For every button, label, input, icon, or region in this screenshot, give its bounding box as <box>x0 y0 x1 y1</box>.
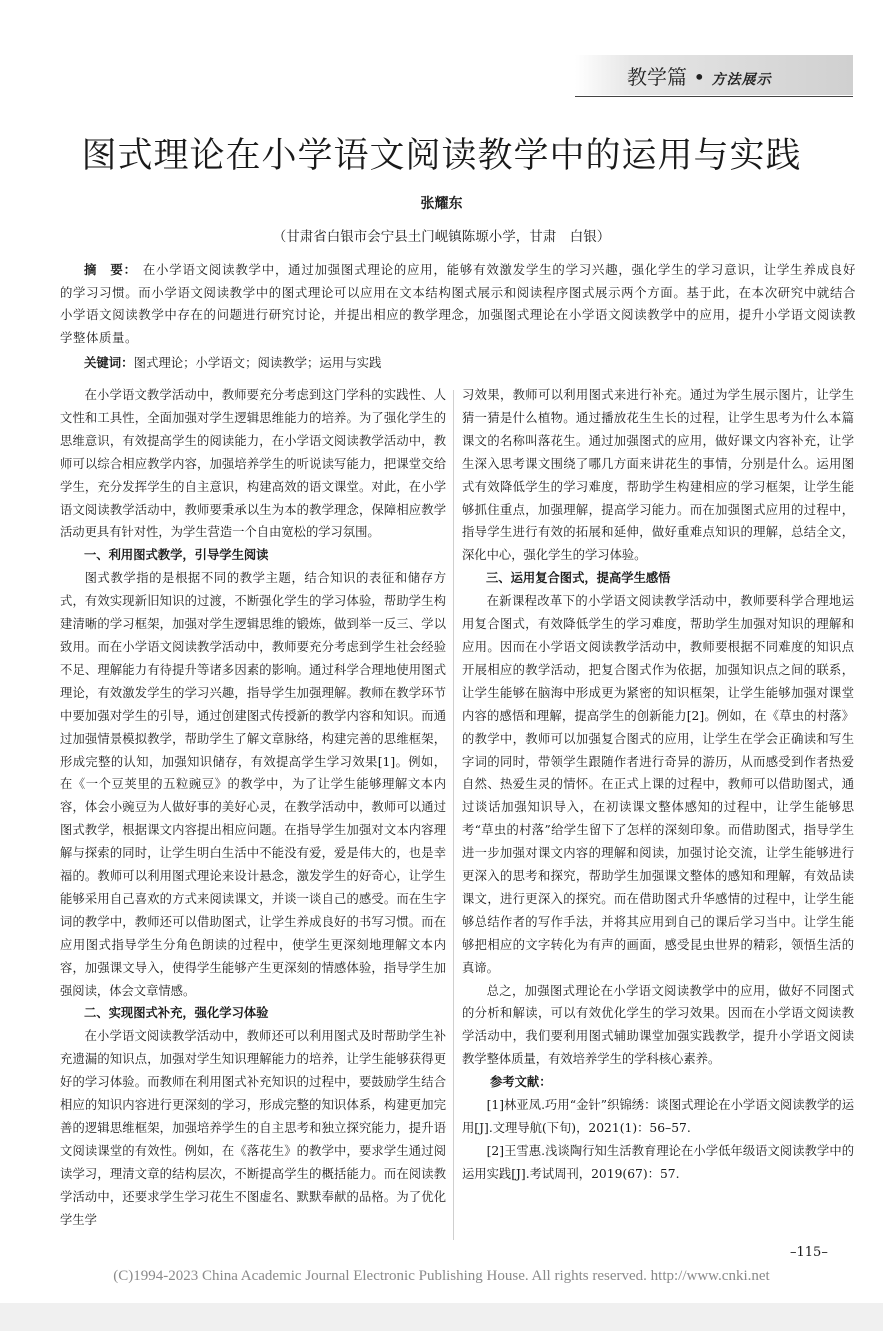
section-name: 教学篇 <box>627 65 687 89</box>
bottom-band <box>0 1303 883 1331</box>
right-column <box>462 384 854 1186</box>
page-number: –115– <box>790 1245 828 1260</box>
keywords-label: 关键词： <box>84 355 134 370</box>
abstract-text: 在小学语文阅读教学中，通过加强图式理论的应用，能够有效激发学生的学习兴趣，强化学生的学习意识，让学生养成良好的学习习惯。而小学语文阅读教学中的图式理论可以应用在文本结构图式展示和阅读程序图式展示两个方面。基于此，在本次研究中就结合小学语文阅读教学中存在的问题进行研究讨论，并提出相应的教学理念，加强图式理论在小学语文阅读教学中的应用，提升小学语文阅读教学整体质量。 <box>60 262 856 345</box>
intro-paragraph: 在小学语文教学活动中，教师要充分考虑到这门学科的实践性、人文性和工具性，全面加强对学生逻辑思维能力的培养。为了强化学生的思维意识，有效提高学生的阅读能力，在小学语文阅读教学活动中，教师可以综合相应教学内容，加强培养学生的听说读写能力，把课堂交给学生，充分发挥学生的自主意识，构建高效的语文课堂。对此，在小学语文阅读教学活动中，教师要秉承以生为本的教学理念，保障相应教学活动更具有针对性，为学生营造一个自由宽松的学习氛围。 <box>60 388 446 540</box>
article-title: 图式理论在小学语文阅读教学中的运用与实践 <box>81 136 802 176</box>
section-header-label: 教学篇 • 方法展示 <box>627 65 772 89</box>
header-rule <box>575 96 853 97</box>
abstract <box>60 259 856 349</box>
keywords-text: 图式理论；小学语文；阅读教学；运用与实践 <box>133 355 382 370</box>
section-header <box>575 55 853 95</box>
section-1-paragraph: 图式教学指的是根据不同的教学主题，结合知识的表征和储存方式，有效实现新旧知识的过渡，不断强化学生的学习体验，帮助学生构建清晰的学习框架，加强对学生逻辑思维的锻炼，做到举一反三、学以致用。而在小学语文阅读教学活动中，教师要充分考虑到学生社会经验不足、理解能力有待提升等诸多因素的影响。通过科学合理地使用图式理论，有效激发学生的学习兴趣，指导学生加强理解。教师在教学环节中要加强对学生的引导，通过创建图式传授新的教学内容和知识。而通过加强情景模拟教学，帮助学生了解文章脉络，构建完善的思维框架，形成完整的认知，加强知识储存，有效提高学生学习效果[1]。例如，在《一个豆荚里的五粒豌豆》的教学中，为了让学生能够理解文本内容，体会小豌豆为人做好事的美好心灵，在教学活动中，教师可以通过图式教学，根据课文内容提出相应问题。在指导学生加强对文本内容理解与探索的同时，让学生明白生活中不能没有爱，爱是伟大的，也是幸福的。教师可以利用图式理论来设计悬念，激发学生的好奇心，让学生能够采用自己喜欢的方式来阅读课文，并谈一谈自己的感受。而在生字词的教学中，教师还可以借助图式，让学生养成良好的书写习惯。而在应用图式指导学生分角色朗读的过程中，使学生更深刻地理解文本内容，加强课文导入，使得学生能够产生更深刻的情感体验，指导学生加强阅读，体会文章情感。 <box>60 571 446 998</box>
section-2-paragraph: 在小学语文阅读教学活动中，教师还可以利用图式及时帮助学生补充遗漏的知识点，加强对学生知识理解能力的培养，让学生能够获得更好的学习体验。而教师在利用图式补充知识的过程中，要鼓励学生结合相应的知识内容进行更深刻的学习，形成完整的知识体系，构建更加完善的逻辑思维框架，加强培养学生的自主思考和独立探究能力，提升语文阅读课堂的有效性。例如，在《落花生》的教学中，要求学生通过阅读学习，理清文章的结构层次，不断提高学生的概括能力。而在阅读教学活动中，还要求学生学习花生不图虚名、默默奉献的品格。为了优化学生学 <box>60 1029 446 1227</box>
references-heading: 参考文献： <box>490 1075 552 1090</box>
section-subname: 方法展示 <box>711 72 772 88</box>
article-author: 张耀东 <box>420 196 463 212</box>
section-heading-2: 二、实现图式补充，强化学习体验 <box>84 1006 269 1021</box>
section-2-continued: 习效果，教师可以利用图式来进行补充。通过为学生展示图片，让学生猜一猜是什么植物。通过播放花生生长的过程，让学生思考为什么本篇课文的名称叫落花生。通过加强图式的应用，做好课文内容补充，让学生深入思考课文围绕了哪几方面来讲花生的事情，分别是什么。运用图式有效降低学生的学习难度，帮助学生构建相应的学习框架，让学生能够抓住重点，加强理解，提高学习能力。而在加强图式应用的过程中，指导学生进行有效的拓展和延伸，做好重难点知识的理解，总结全文，深化中心，强化学生的学习体验。 <box>462 388 854 563</box>
author-affiliation: （甘肃省白银市会宁县土门岘镇陈塬小学，甘肃 白银） <box>272 229 611 245</box>
reference-item-2: [2]王雪惠.浅谈陶行知生活教育理论在小学低年级语文阅读教学中的运用实践[J].考试周刊，2019(67)：57. <box>462 1143 854 1181</box>
section-3-paragraph: 在新课程改革下的小学语文阅读教学活动中，教师要科学合理地运用复合图式，有效降低学生的学习难度，帮助学生加强对知识的理解和应用。因而在小学语文阅读教学活动中，教师要根据不同难度的知识点开展相应的教学活动，把复合图式作为依据，加强知识点之间的联系，让学生能够在脑海中形成更为紧密的知识框架，让学生能够加强对课堂内容的感悟和理解，提高学生的创新能力[2]。例如，在《草虫的村落》的教学中，教师可以加强复合图式的应用，让学生在学会正确读和写生字词的同时，带领学生跟随作者进行奇异的游历，从而感受到作者热爱自然、热爱生灵的情怀。在正式上课的过程中，教师可以借助图式，通过谈话加强知识导入，在初读课文整体感知的过程中，让学生能够思考“草虫的村落”给学生留下了怎样的深刻印象。而借助图式，指导学生进一步加强对课文内容的理解和阅读，加强讨论交流，让学生能够进行更深入的思考和探究，帮助学生加强课文整体的感知和理解，有效品读课文，进行更深入的探究。而在借助图式升华感情的过程中，让学生能够总结作者的写作手法，并将其应用到自己的课后学习当中。让学生能够把相应的文字转化为有声的画面，感受昆虫世界的精彩，领悟生活的真谛。 <box>462 594 854 975</box>
copyright-watermark: (C)1994-2023 China Academic Journal Electronic Publishing House. All rights reserved. http://www.cnki.net <box>113 1268 770 1284</box>
reference-item-1: [1]林亚凤.巧用“金针”织锦绣：谈图式理论在小学语文阅读教学的运用[J].文理导航(下旬)，2021(1)：56–57. <box>462 1098 854 1135</box>
conclusion-paragraph: 总之，加强图式理论在小学语文阅读教学中的应用，做好不同图式的分析和解读，可以有效优化学生的学习效果。因而在小学语文阅读教学活动中，我们要利用图式辅助课堂加强实践教学，提升小学语文阅读教学整体质量，有效培养学生的学科核心素养。 <box>462 983 854 1067</box>
section-heading-1: 一、利用图式教学，引导学生阅读 <box>84 548 269 563</box>
keywords <box>84 353 854 373</box>
abstract-label: 摘 要： <box>84 262 137 277</box>
section-heading-3: 三、运用复合图式，提高学生感悟 <box>486 571 671 586</box>
left-column <box>60 384 446 1232</box>
column-divider <box>453 390 454 1240</box>
